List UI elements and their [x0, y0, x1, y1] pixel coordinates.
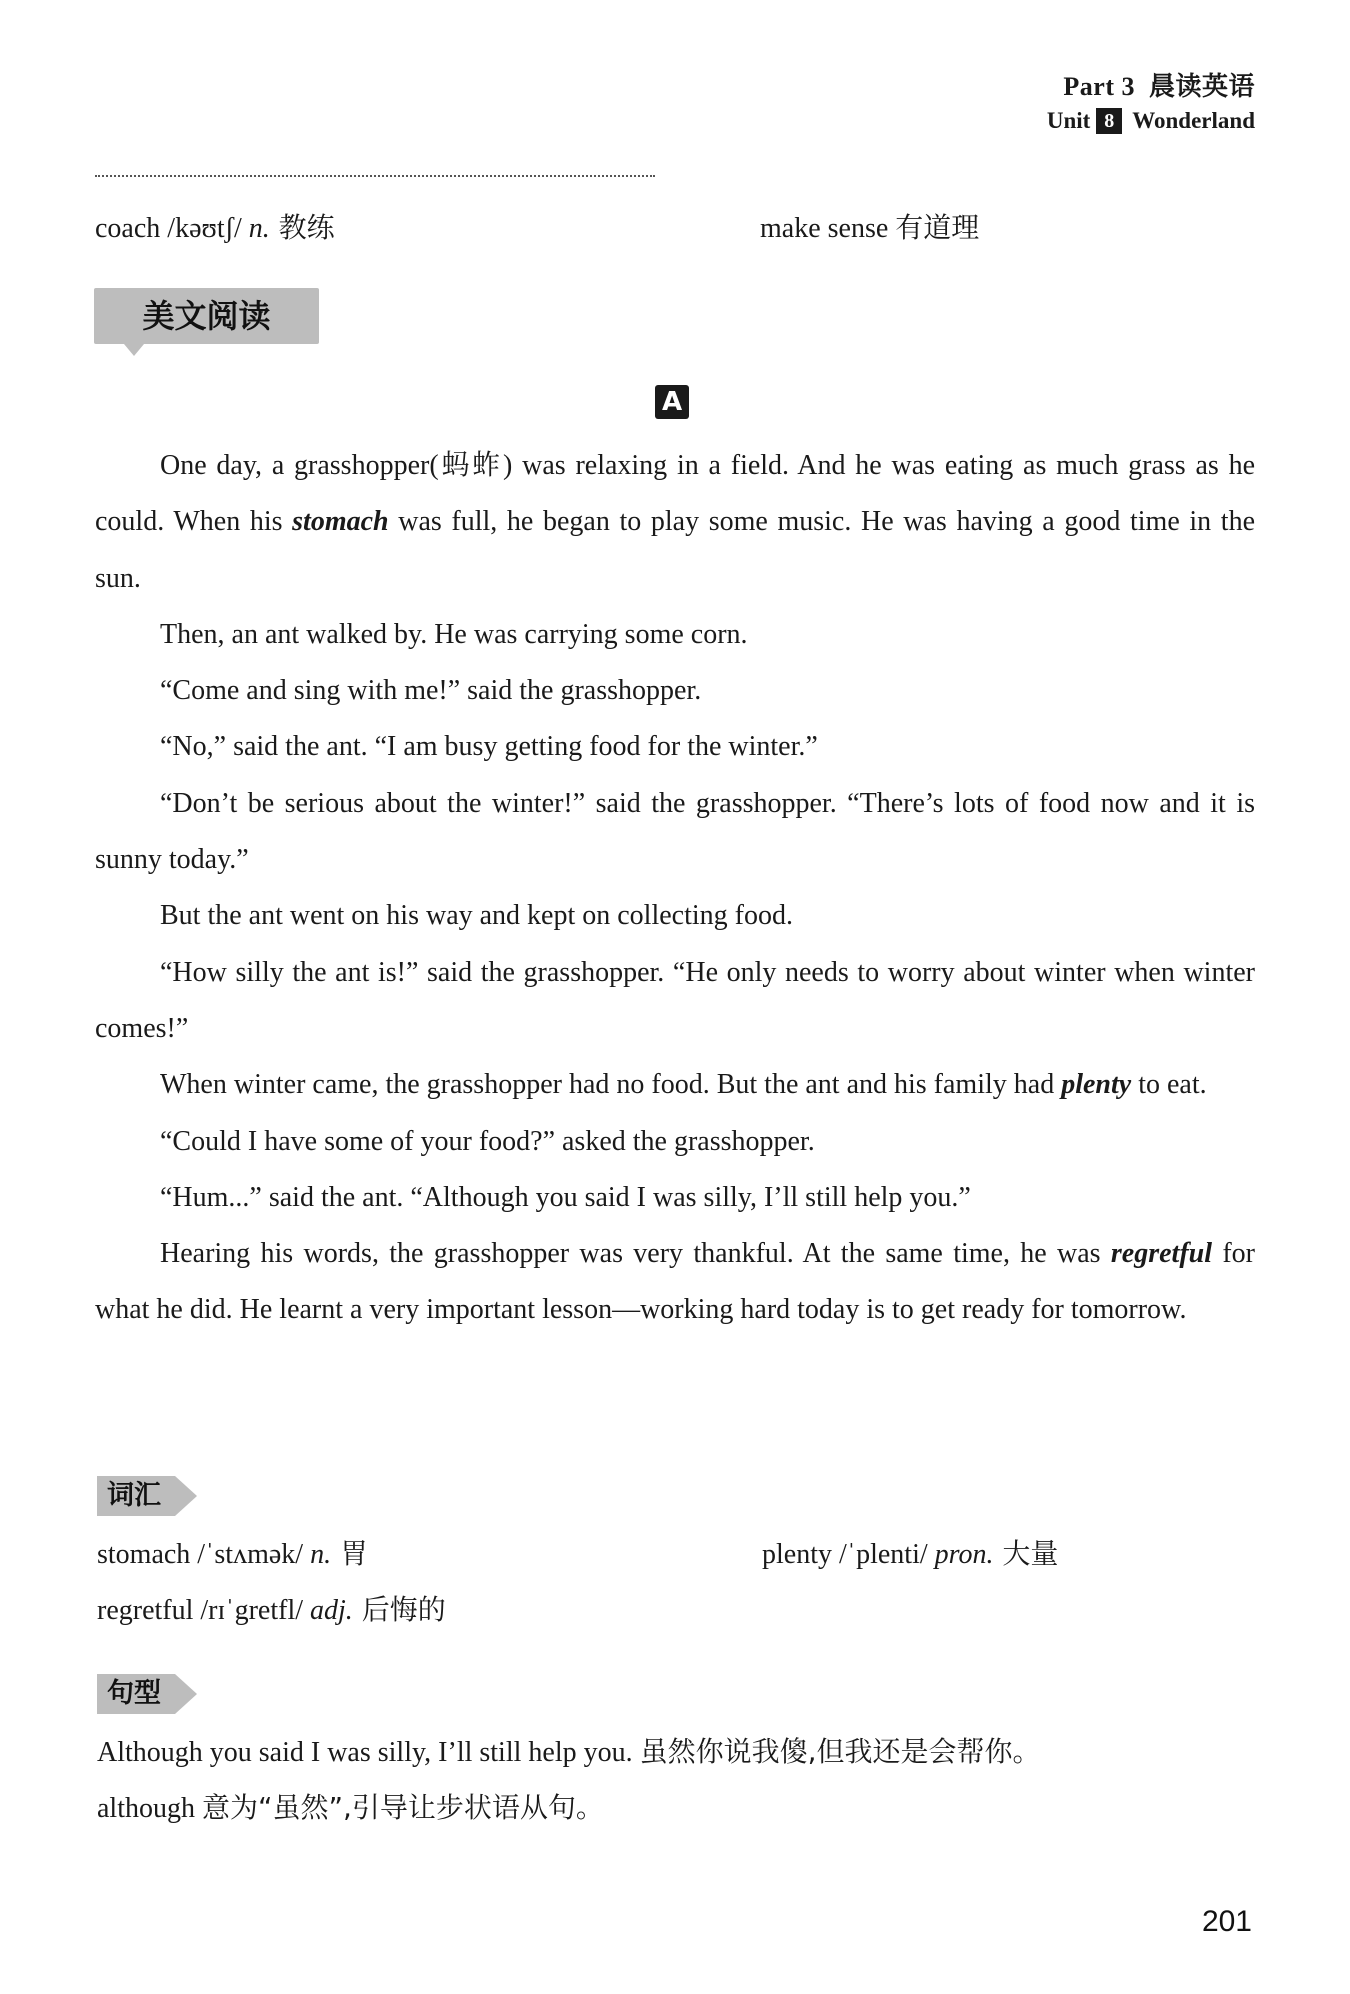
vocab-word: regretful /rɪˈgretfl/	[97, 1595, 311, 1626]
vocab-phrase: make sense	[760, 213, 896, 244]
header-part-label: Part 3	[1063, 72, 1135, 101]
vocab-meaning: 大量	[993, 1537, 1059, 1570]
passage-text: to eat.	[1131, 1069, 1207, 1101]
passage-keyword: plenty	[1061, 1069, 1132, 1101]
header-unit-title: Wonderland	[1132, 108, 1255, 133]
passage-text: Then, an ant walked by. He was carrying some corn.	[160, 618, 748, 650]
header-part	[1063, 66, 1255, 103]
section-tag-vocabulary: 词汇	[97, 1476, 175, 1516]
header-part-cn: 晨读英语	[1148, 72, 1255, 102]
page-number: 201	[1201, 1905, 1252, 1938]
sentence-english: Although you said I was silly, I’ll still help you.	[97, 1737, 640, 1768]
vocab-meaning: 后悔的	[352, 1593, 446, 1626]
passage-paragraph	[95, 888, 1255, 944]
passage-text: “Come and sing with me!” said the grasshopper.	[160, 675, 702, 707]
passage-text: “No,” said the ant. “I am busy getting food for the winter.”	[160, 731, 818, 763]
passage-text: was full, he began to play some music. He was having a good time in the sun.	[95, 506, 1256, 594]
passage-paragraph	[95, 1114, 1255, 1170]
sentence-translation: 虽然你说我傻,但我还是会帮你。	[639, 1735, 1041, 1768]
passage-label-badge: A	[655, 385, 689, 419]
header-unit-label: Unit	[1046, 108, 1091, 133]
vocab-make-sense	[760, 208, 979, 249]
passage-paragraph	[95, 1170, 1255, 1226]
passage-paragraph	[95, 438, 1255, 607]
sentence-example	[97, 1732, 1041, 1773]
passage-paragraph	[95, 663, 1255, 719]
passage-text: When winter came, the grasshopper had no food. But the ant and his family had	[160, 1069, 1062, 1101]
vocab-item-stomach	[97, 1534, 368, 1575]
passage-paragraph	[95, 719, 1255, 775]
passage-text: “Hum...” said the ant. “Although you said I was silly, I’ll still help you.”	[160, 1181, 971, 1213]
unit-number-badge: 8	[1096, 108, 1122, 134]
vocab-meaning: 胃	[331, 1537, 368, 1570]
passage-paragraph	[95, 1057, 1255, 1113]
header-unit	[1047, 108, 1255, 134]
vocab-item-plenty	[762, 1534, 1058, 1575]
passage-text: “Don’t be serious about the winter!” said the grasshopper. “There’s lots of food now and it is sunny today.”	[95, 787, 1255, 876]
vocab-word: coach /kəʊtʃ/	[95, 213, 249, 244]
passage-paragraph	[95, 1226, 1255, 1339]
sentence-note-text: 意为“虽然”,引导让步状语从句。	[202, 1791, 604, 1824]
section-tag-reading: 美文阅读	[94, 288, 319, 344]
passage-text: Hearing his words, the grasshopper was very thankful. At the same time, he was	[160, 1238, 1111, 1270]
vocab-pos: pron.	[934, 1539, 994, 1570]
vocab-pos: n.	[310, 1539, 332, 1570]
vocab-pos: adj.	[310, 1595, 353, 1626]
section-tag-sentence: 句型	[97, 1674, 175, 1714]
vocab-meaning: 教练	[269, 211, 335, 244]
vocab-coach	[95, 208, 335, 249]
dotted-divider	[95, 175, 655, 177]
passage-text: “Could I have some of your food?” asked the grasshopper.	[160, 1125, 815, 1157]
vocab-meaning: 有道理	[895, 211, 980, 244]
passage-paragraph	[95, 945, 1255, 1058]
vocab-pos: n.	[248, 213, 270, 244]
vocab-word: plenty /ˈplenti/	[762, 1539, 935, 1570]
passage-keyword: regretful	[1110, 1238, 1213, 1270]
passage-paragraph	[95, 607, 1255, 663]
passage-text: But the ant went on his way and kept on collecting food.	[160, 900, 793, 932]
passage-text: One day, a grasshopper(蚂蚱) was relaxing in a field. And he was eating as much grass as he could. When his	[95, 450, 1255, 538]
passage-text: for what he did. He learnt a very important lesson—working hard today is to get ready for tomorrow.	[95, 1238, 1255, 1326]
sentence-note	[97, 1788, 604, 1829]
vocab-word: stomach /ˈstʌmək/	[97, 1539, 311, 1570]
reading-passage	[95, 438, 1255, 1339]
vocab-item-regretful	[97, 1590, 446, 1631]
sentence-note-word: although	[97, 1793, 202, 1824]
passage-text: “How silly the ant is!” said the grasshopper. “He only needs to worry about winter when winter comes!”	[95, 956, 1255, 1044]
passage-paragraph	[95, 776, 1255, 889]
passage-keyword: stomach	[292, 506, 389, 538]
